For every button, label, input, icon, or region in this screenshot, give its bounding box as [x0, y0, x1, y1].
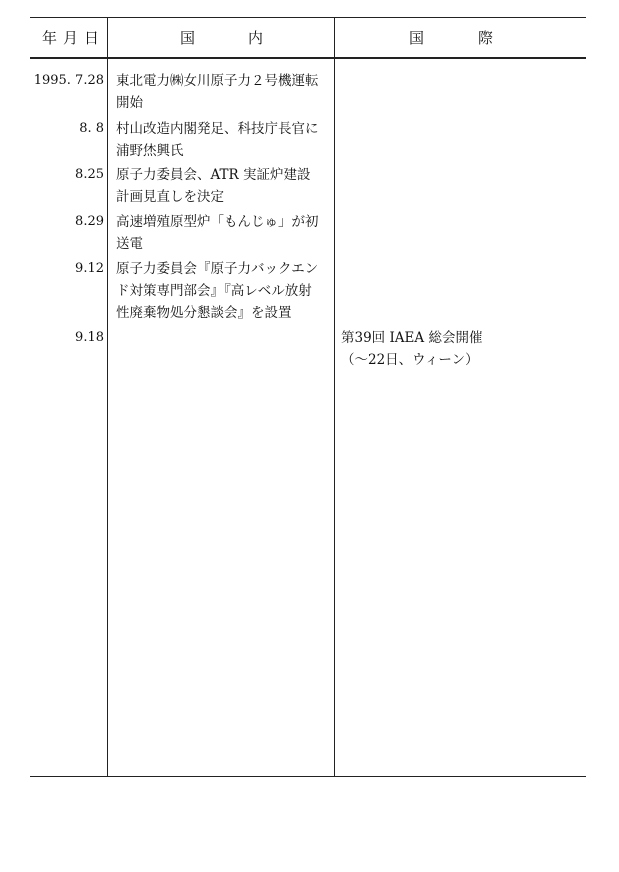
- table-bottom-rule: [30, 776, 586, 777]
- text-line: 浦野烋興氏: [116, 143, 184, 159]
- text-line: （～22日、ウィーン）: [341, 352, 479, 368]
- row-domestic-text: [116, 164, 330, 208]
- row-date: 1995. 7.28: [33, 73, 104, 88]
- row-date: 8.29: [75, 214, 104, 229]
- row-domestic-text: [116, 211, 330, 255]
- text-line: 原子力委員会『原子力バックエン: [116, 261, 319, 277]
- header-date-day: 日: [84, 29, 100, 47]
- header-domestic-char-2: 内: [248, 29, 264, 47]
- row-domestic-text: [116, 70, 330, 114]
- header-international-char-2: 際: [478, 29, 494, 47]
- header-domestic: [108, 18, 334, 58]
- text-line: 計画見直しを決定: [116, 189, 224, 205]
- header-date-year: 年: [42, 29, 58, 47]
- text-line: 原子力委員会、ATR 実証炉建設: [116, 167, 311, 183]
- row-date: 8.25: [75, 167, 104, 182]
- domestic-column-divider: [334, 17, 335, 777]
- row-date: 9.18: [75, 330, 104, 345]
- text-line: 村山改造内閣発足、科技庁長官に: [116, 121, 319, 137]
- text-line: 東北電力㈱女川原子力２号機運転: [116, 73, 319, 89]
- text-line: 送電: [116, 236, 143, 252]
- header-date-month: 月: [63, 29, 79, 47]
- row-domestic-text: [116, 258, 330, 324]
- text-line: ド対策専門部会』『高レベル放射: [116, 283, 312, 299]
- text-line: 開始: [116, 95, 143, 111]
- text-line: 性廃棄物処分懇談会』を設置: [116, 305, 292, 321]
- header-domestic-char-1: 国: [180, 29, 196, 47]
- text-line: 第39回 IAEA 総会開催: [341, 330, 483, 346]
- row-domestic-text: [116, 118, 330, 162]
- row-date: 9.12: [75, 261, 104, 276]
- header-date: [30, 18, 107, 58]
- header-international: [335, 18, 586, 58]
- header-international-char-1: 国: [409, 29, 425, 47]
- date-column-divider: [107, 17, 108, 777]
- row-date: 8. 8: [79, 121, 104, 136]
- text-line: 高速増殖原型炉「もんじゅ」が初: [116, 214, 319, 230]
- row-international-text: [341, 327, 581, 371]
